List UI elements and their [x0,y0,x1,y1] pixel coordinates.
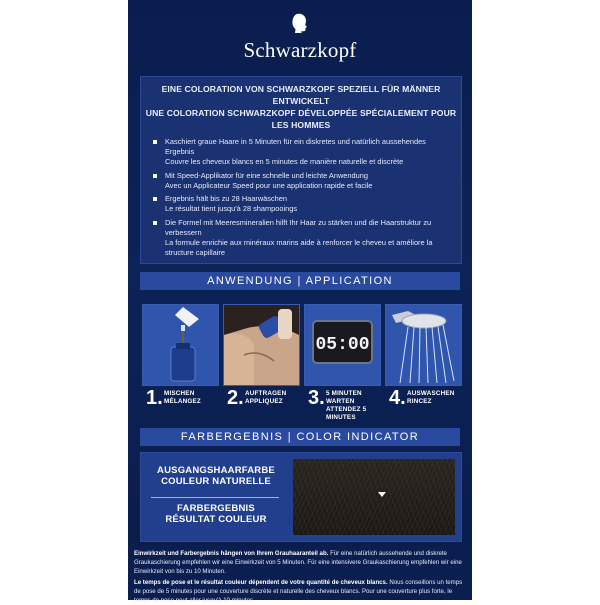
step-number: 2. [227,387,244,409]
square-bullet-icon [153,197,157,201]
step-number: 1. [146,387,163,409]
step-caption-de: MISCHEN [164,390,195,397]
before-label [141,465,291,487]
divider [151,497,279,498]
step-caption-fr: APPLIQUEZ [245,398,283,405]
footer-notes [128,546,472,604]
step-caption [164,390,201,406]
benefit-text-de: Die Formel mit Meeresmineralien hilft Ihr Haar zu stärken und die Haarstruktur zu verbessern [165,217,432,237]
after-label-de: FARBERGEBNIS [177,503,255,514]
step-caption-fr: ATTENDEZ 5 MINUTES [326,406,367,421]
step-caption-fr: MÉLANGEZ [164,398,201,405]
after-label-fr: RÉSULTAT COULEUR [165,514,267,525]
step-caption [326,390,379,422]
color-indicator-panel [140,452,462,542]
color-indicator-title: FARBERGEBNIS | COLOR INDICATOR [140,428,460,446]
step-apply [223,304,298,412]
square-bullet-icon [153,221,157,225]
product-package [128,0,472,604]
timer-icon [305,305,380,385]
bottle-mixing-icon [143,305,218,385]
footer-note-de [128,546,472,576]
step-image [142,304,219,386]
step-caption [407,390,454,406]
benefits-panel [140,76,462,264]
benefit-item [151,194,453,214]
footer-note-de-rest: Für eine natürlich aussehende und diskrete Graukaschierung empfehlen wir eine Einwirkzeit von 5 Minuten. Für eine intensivere Graukaschierung empfehlen wir eine Einwirkzeit von bis zu 10 Minuten. [134,550,462,575]
benefit-item [151,171,453,191]
step-image [304,304,381,386]
square-bullet-icon [153,140,157,144]
footer-note-fr-bold: Le temps de pose et le résultat couleur dépendent de votre quantité de cheveux blancs. [134,579,388,586]
benefit-item [151,137,453,167]
step-number: 4. [389,387,406,409]
benefit-item [151,218,453,258]
before-label-fr: COULEUR NATURELLE [161,476,271,487]
step-mix [142,304,217,412]
step-caption-de: AUFTRAGEN [245,390,287,397]
before-label-de: AUSGANGSHAARFARBE [157,465,275,476]
footer-note-fr-rest: Nous conseillons un temps de pose de 5 minutes pour une couverture discrète et naturelle des cheveux blancs. Pour une couverture plus forte, le temps de pose peut aller jusqu'à 10 minutes. [134,579,463,604]
step-caption-de: 5 MINUTEN WARTEN [326,390,362,405]
shower-head-icon [386,305,461,385]
benefits-heading-de: EINE COLORATION VON SCHWARZKOPF SPEZIELL FÜR MÄNNER ENTWICKELT [161,84,441,106]
step-image [385,304,462,386]
step-image [223,304,300,386]
hair-color-swatch [293,459,455,535]
applicator-hair-icon [224,305,299,385]
benefit-text-de: Ergebnis hält bis zu 28 Haarwäschen [165,194,288,203]
step-caption-de: AUSWASCHEN [407,390,455,397]
benefits-list [141,137,461,258]
application-title: ANWENDUNG | APPLICATION [140,272,460,290]
application-steps [142,304,460,421]
step-number: 3. [308,387,325,409]
benefit-text-fr: Le résultat tient jusqu'à 28 shampooings [165,204,298,213]
timer-display: 05:00 [315,335,370,355]
arrow-down-icon [378,492,386,497]
benefit-text-de: Kaschiert graue Haare in 5 Minuten für ein diskretes und natürlich aussehendes Ergebnis [165,137,426,156]
step-wait [304,304,379,421]
step-caption [245,390,286,406]
benefit-text-fr: La formule enrichie aux minéraux marins aide à renforcer le cheveu et améliore la structure capillaire [165,237,433,257]
after-label [141,503,291,525]
step-rinse [385,304,460,412]
benefit-text-fr: Couvre les cheveux blancs en 5 minutes de manière naturelle et discrète [165,157,404,166]
head-silhouette-icon [289,12,311,34]
benefits-heading [141,77,461,131]
step-caption-fr: RINCEZ [407,398,432,405]
brand-logo [128,12,472,63]
benefit-text-de: Mit Speed-Applikator für eine schnelle und leichte Anwendung [165,170,368,180]
benefits-heading-fr: UNE COLORATION SCHWARZKOPF DÉVELOPPÉE SPÉCIALEMENT POUR LES HOMMES [145,108,457,130]
benefit-text-fr: Avec un Applicateur Speed pour une application rapide et facile [165,180,373,190]
brand-name: Schwarzkopf [243,38,357,62]
footer-note-fr [128,576,472,605]
footer-note-de-bold: Einwirkzeit und Farbergebnis hängen von Ihrem Grauhaaranteil ab. [134,550,329,557]
square-bullet-icon [153,174,157,178]
